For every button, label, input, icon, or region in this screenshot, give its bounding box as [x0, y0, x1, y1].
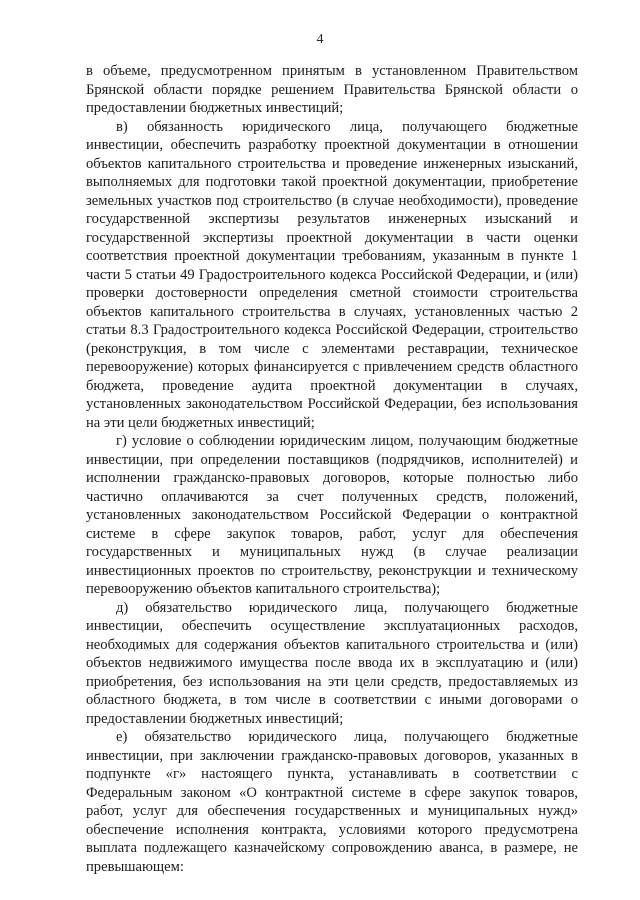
- paragraph-continuation: в объеме, предусмотренном принятым в установленном Правительством Брянской области порядке решением Правительства Брянской области о предоставлении бюджетных инвестиций;: [86, 63, 578, 116]
- page-number: 4: [316, 32, 324, 47]
- paragraph-item-v: в) обязанность юридического лица, получающего бюджетные инвестиции, обеспечить разработку проектной документации в отношении объектов капитального строительства и проведение инженерных изысканий, выполняемых для подготовки такой проектной документации, приобретение земельных участков под строительство (в случае необходимости), проведение государственной экспертизы результатов инженерных изысканий и государственной экспертизы проектной документации в части оценки соответствия проектной документации требованиям, указанным в пункте 1 части 5 статьи 49 Градостроительного кодекса Российской Федерации, и (или) проверки достоверности определения сметной стоимости строительства объектов капитального строительства в случаях, установленных частью 2 статьи 8.3 Градостроительного кодекса Российской Федерации, строительство (реконструкция, в том числе с элементами реставрации, техническое перевооружение) которых финансируется с привлечением средств областного бюджета, проведение аудита проектной документации в случаях, установленных законодательством Российской Федерации, без использования на эти цели бюджетных инвестиций;: [86, 118, 578, 431]
- paragraph-item-e: е) обязательство юридического лица, получающего бюджетные инвестиции, при заключении гражданско-правовых договоров, указанных в подпункте «г» настоящего пункта, устанавливать в соответствии с Федеральным законом «О контрактной системе в сфере закупок товаров, работ, услуг для обеспечения государственных и муниципальных нужд» обеспечение исполнения контракта, условиями которого предусмотрена выплата подлежащего казначейскому сопровождению аванса, в размере, не превышающем:: [86, 729, 578, 875]
- paragraph-item-d: д) обязательство юридического лица, получающего бюджетные инвестиции, обеспечить осуществление эксплуатационных расходов, необходимых для содержания объектов капитального строительства и (или) объектов недвижимого имущества после ввода их в эксплуатацию и (или) приобретения, без использования на эти цели средств, предоставляемых из областного бюджета, в том числе в соответствии с иными договорами о предоставлении бюджетных инвестиций;: [86, 599, 578, 727]
- paragraph-item-g: г) условие о соблюдении юридическим лицом, получающим бюджетные инвестиции, при определении поставщиков (подрядчиков, исполнителей) и исполнении гражданско-правовых договоров, которые полностью либо частично оплачиваются за счет полученных средств, положений, установленных законодательством Российской Федерации о контрактной системе в сфере закупок товаров, работ, услуг для обеспечения государственных и муниципальных нужд (в случае реализации инвестиционных проектов по строительству, реконструкции и техническому перевооружению объектов капитального строительства);: [86, 433, 578, 597]
- document-body: [86, 62, 578, 876]
